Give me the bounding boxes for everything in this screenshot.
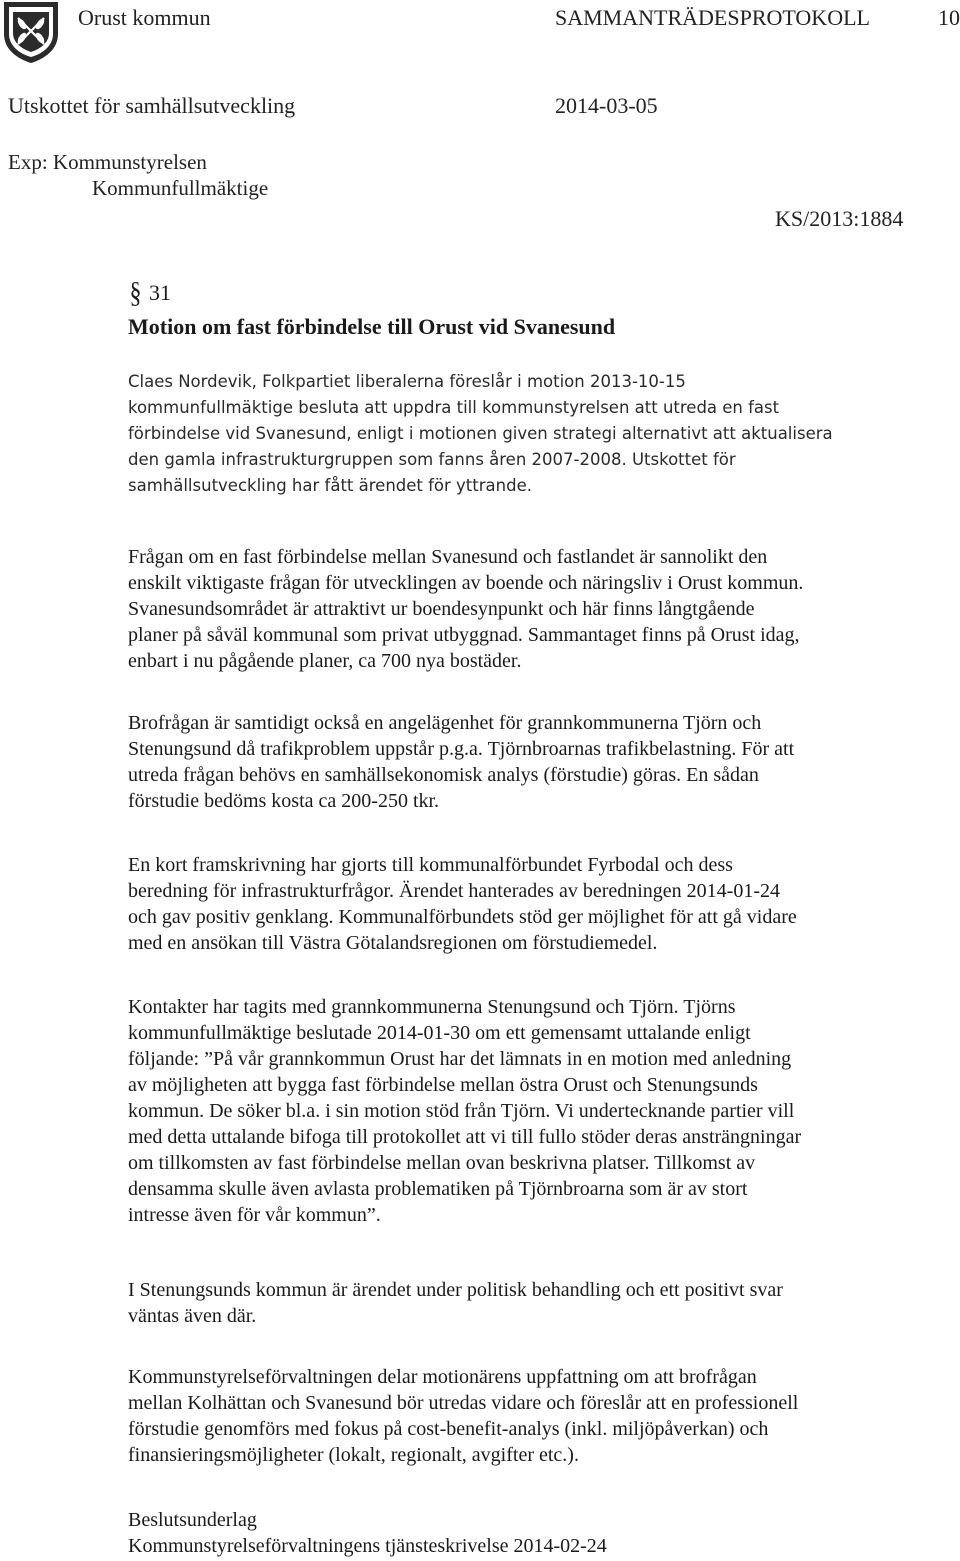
paragraph-line: förstudie genomförs med fokus på cost-benefit-analys (inkl. miljöpåverkan) och — [128, 1418, 769, 1440]
paragraph-line: följande: ”På vår grannkommun Orust har det lämnats in en motion med anledning — [128, 1048, 792, 1070]
paragraph-line: planer på såväl kommunal som privat utbyggnad. Sammantaget finns på Orust idag, — [128, 624, 800, 646]
header-exp-line1: Exp: Kommunstyrelsen — [8, 150, 207, 174]
paragraph-line: samhällsutveckling har fått ärendet för yttrande. — [128, 476, 532, 495]
header-committee: Utskottet för samhällsutveckling — [8, 93, 296, 118]
paragraph-line: Kontakter har tagits med grannkommunerna Stenungsund och Tjörn. Tjörns — [128, 996, 736, 1018]
paragraph-line: förstudie bedöms kosta ca 200-250 tkr. — [128, 790, 440, 812]
paragraph-administration — [128, 1364, 950, 1468]
paragraph-line: densamma skulle även avlasta problematiken på Tjörnbroarna som är av stort — [128, 1178, 748, 1200]
paragraph-line: Kommunstyrelseförvaltningen delar motionärens uppfattning om att brofrågan — [128, 1366, 757, 1388]
paragraph-line: om tillkomsten av fast förbindelse mellan ovan beskrivna platser. Tillkomst av — [128, 1152, 756, 1174]
paragraph-line: I Stenungsunds kommun är ärendet under politisk behandling och ett positivt svar — [128, 1279, 783, 1301]
paragraph-line: finansieringsmöjligheter (lokalt, regionalt, avgifter etc.). — [128, 1444, 579, 1466]
paragraph-motion — [128, 369, 950, 499]
header-exp-line2: Kommunfullmäktige — [92, 176, 269, 200]
decision-basis-heading: Beslutsunderlag — [128, 1509, 257, 1531]
paragraph-line: Brofrågan är samtidigt också en angelägenhet för grannkommunerna Tjörn och — [128, 712, 762, 734]
paragraph-line: utreda frågan behövs en samhällsekonomisk analys (förstudie) göras. En sådan — [128, 764, 759, 786]
paragraph-line: beredning för infrastrukturfrågor. Ärendet hanterades av beredningen 2014-01-24 — [128, 880, 780, 902]
paragraph-contacts — [128, 994, 950, 1228]
paragraph-stenungsund — [128, 1277, 950, 1329]
decision-basis-item: Kommunstyrelseförvaltningens tjänsteskrivelse 2014-02-24 — [128, 1535, 607, 1557]
paragraph-line: kommunfullmäktige besluta att uppdra till kommunstyrelsen att utreda en fast — [128, 398, 780, 417]
header-doc-type: SAMMANTRÄDESPROTOKOLL — [555, 5, 870, 30]
paragraph-line: enbart i nu pågående planer, ca 700 nya bostäder. — [128, 650, 522, 672]
paragraph-line: kommun. De söker bl.a. i sin motion stöd från Tjörn. Vi undertecknande partier vill — [128, 1100, 795, 1122]
paragraph-line: av möjligheten att bygga fast förbindelse mellan östra Orust och Stenungsunds — [128, 1074, 758, 1096]
paragraph-line: En kort framskrivning har gjorts till kommunalförbundet Fyrbodal och dess — [128, 854, 733, 876]
paragraph-line: mellan Kolhättan och Svanesund bör utredas vidare och föreslår att en professionell — [128, 1392, 799, 1414]
paragraph-line: intresse även för vår kommun”. — [128, 1204, 381, 1226]
paragraph-line: enskilt viktigaste frågan för utvecklingen av boende och näringsliv i Orust kommun. — [128, 572, 804, 594]
paragraph-line: och gav positiv genklang. Kommunalförbundets stöd ger möjlighet för att gå vidare — [128, 906, 797, 928]
decision-basis — [128, 1507, 950, 1559]
paragraph-line: den gamla infrastrukturgruppen som fanns åren 2007-2008. Utskottet för — [128, 450, 736, 469]
section-number-value: 31 — [149, 280, 171, 305]
municipality-logo — [0, 0, 62, 64]
section-number — [128, 274, 171, 308]
paragraph-line: väntas även där. — [128, 1305, 257, 1327]
paragraph-line: Stenungsund då trafikproblem uppstår p.g.a. Tjörnbroarnas trafikbelastning. För att — [128, 738, 795, 760]
paragraph-question — [128, 544, 950, 674]
paragraph-line: med en ansökan till Västra Götalandsregionen om förstudiemedel. — [128, 932, 658, 954]
paragraph-sign: § — [129, 276, 142, 309]
header-date: 2014-03-05 — [555, 93, 658, 118]
paragraph-line: Claes Nordevik, Folkpartiet liberalerna föreslår i motion 2013-10-15 — [128, 372, 686, 391]
paragraph-line: Svanesundsområdet är attraktivt ur boendesynpunkt och här finns långtgående — [128, 598, 755, 620]
paragraph-line: Frågan om en fast förbindelse mellan Svanesund och fastlandet är sannolikt den — [128, 546, 768, 568]
header-page-number: 10 — [938, 5, 960, 30]
paragraph-fyrbodal — [128, 852, 950, 956]
header-case-number: KS/2013:1884 — [775, 206, 904, 231]
paragraph-line: förbindelse vid Svanesund, enligt i motionen given strategi alternativt att aktualisera — [128, 424, 833, 443]
header-org: Orust kommun — [78, 5, 211, 30]
paragraph-bridge — [128, 710, 950, 814]
paragraph-line: kommunfullmäktige beslutade 2014-01-30 om ett gemensamt uttalande enligt — [128, 1022, 751, 1044]
section-title: Motion om fast förbindelse till Orust vid Svanesund — [128, 314, 616, 339]
paragraph-line: med detta uttalande bifoga till protokollet att vi till fullo stöder deras ansträngningar — [128, 1126, 802, 1148]
